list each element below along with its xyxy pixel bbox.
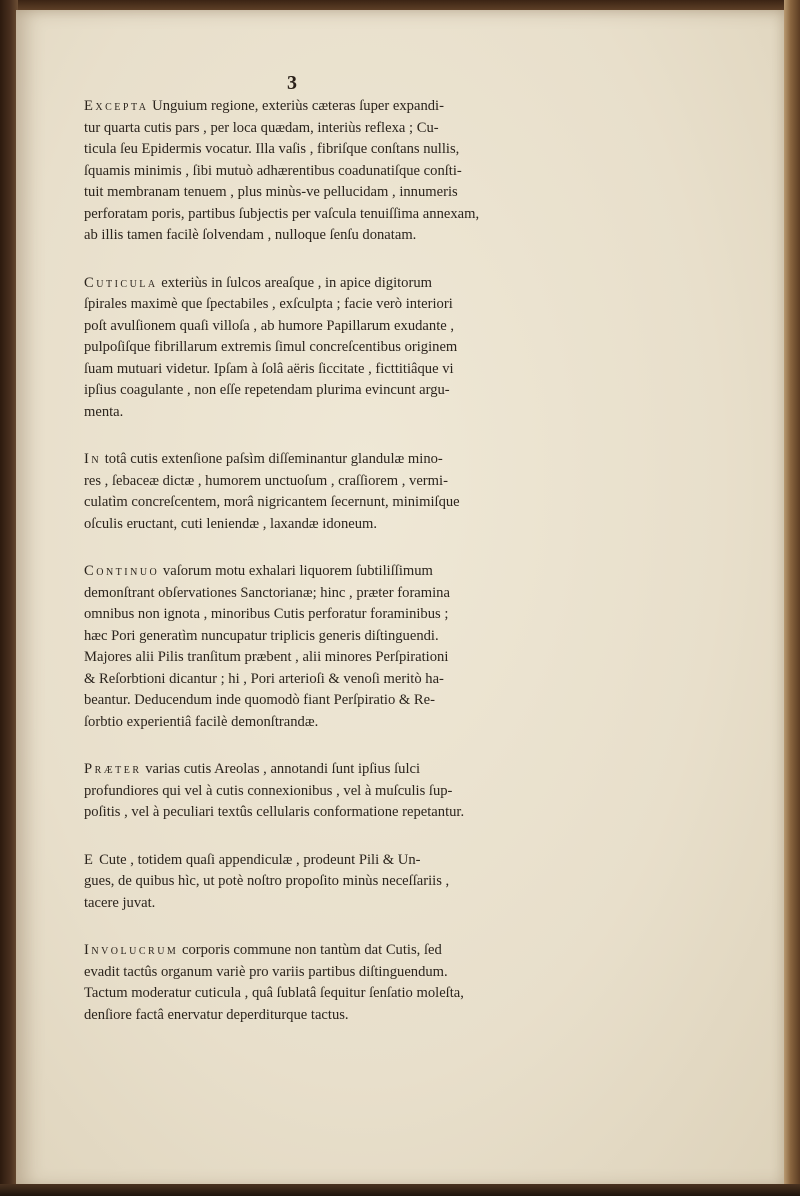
line-text: ſorbtio experientiâ facilè demonſtrandæ. xyxy=(84,713,319,730)
text-line xyxy=(84,712,542,734)
text-line xyxy=(84,492,542,514)
body-text xyxy=(84,96,542,1052)
text-line xyxy=(84,690,542,712)
line-text: corporis commune non tantùm dat Cutis, ſed xyxy=(178,942,442,958)
line-text: evadit tactûs organum variè pro variis partibus diſtinguendum. xyxy=(84,963,448,980)
line-text: denſiore factâ enervatur deperditurque tactus. xyxy=(84,1006,349,1023)
line-text: vaſorum motu exhalari liquorem ſubtiliſſimum xyxy=(159,563,433,579)
text-line xyxy=(84,337,542,359)
line-text: Tactum moderatur cuticula , quâ ſublatâ ſequitur ſenſatio moleſta, xyxy=(84,985,464,1001)
line-text: poſt avulſionem quaſi villoſa , ab humore Papillarum exudante , xyxy=(84,317,455,334)
line-text: poſitis , vel à peculiari textûs cellularis conformatione repetantur. xyxy=(84,804,465,820)
line-text: profundiores qui vel à cutis connexionibus , vel à muſculis ſup- xyxy=(84,782,453,799)
paragraph-lead: Præter xyxy=(84,761,142,777)
line-text: ſpirales maximè que ſpectabiles , exſculpta ; facie verò interiori xyxy=(84,296,453,312)
line-text: hæc Pori generatìm nuncupatur triplicis generis diſtinguendi. xyxy=(84,627,439,644)
text-line xyxy=(84,604,542,626)
line-text: pulpoſiſque fibrillarum extremis ſimul concreſcentibus originem xyxy=(84,339,458,355)
text-line xyxy=(84,273,542,295)
paragraph xyxy=(84,850,542,915)
line-text: ab illis tamen facilè ſolvendam , nulloque ſenſu donatam. xyxy=(84,227,417,243)
paragraph xyxy=(84,561,542,733)
text-line xyxy=(84,1005,542,1027)
text-line xyxy=(84,962,542,984)
text-line xyxy=(84,225,542,247)
paragraph xyxy=(84,96,542,247)
text-line xyxy=(84,893,542,915)
text-line xyxy=(84,802,542,824)
paragraph-lead: Excepta xyxy=(84,98,149,114)
paragraph xyxy=(84,759,542,824)
line-text: menta. xyxy=(84,403,124,420)
bottom-edge xyxy=(0,1184,800,1196)
line-text: res , ſebaceæ dictæ , humorem unctuoſum , craſſiorem , vermi- xyxy=(84,472,448,489)
paragraph xyxy=(84,449,542,535)
text-line xyxy=(84,940,542,962)
text-line xyxy=(84,850,542,872)
line-text: & Reſorbtioni dicantur ; hi , Pori arterioſi & venoſi meritò ha- xyxy=(84,670,444,687)
line-text: ſquamis minimis , ſibi mutuò adhærentibus coadunatiſque conſti- xyxy=(84,162,462,179)
line-text: ticula ſeu Epidermis vocatur. Illa vaſis , fibriſque conſtans nullis, xyxy=(84,141,460,157)
paragraph-lead: In xyxy=(84,451,102,467)
line-text: perforatam poris, partibus ſubjectis per vaſcula tenuiſſima annexam, xyxy=(84,205,480,222)
text-line xyxy=(84,118,542,140)
line-text: omnibus non ignota , minoribus Cutis perforatur foraminibus ; xyxy=(84,606,449,622)
paragraph-lead: Involucrum xyxy=(84,942,179,958)
paragraph xyxy=(84,940,542,1026)
text-line xyxy=(84,781,542,803)
page-number: 3 xyxy=(287,72,297,94)
text-line xyxy=(84,359,542,381)
text-line xyxy=(84,402,542,424)
text-line xyxy=(84,583,542,605)
paragraph-lead: Continuo xyxy=(84,563,160,579)
line-text: varias cutis Areolas , annotandi ſunt ipſius ſulci xyxy=(141,761,421,777)
line-text: exteriùs in ſulcos areaſque , in apice digitorum xyxy=(157,274,432,291)
line-text: tacere juvat. xyxy=(84,894,156,911)
text-line xyxy=(84,182,542,204)
paragraph xyxy=(84,273,542,424)
line-text: Unguium regione, exteriùs cæteras ſuper expandi- xyxy=(148,98,444,114)
page-edge-right xyxy=(784,0,800,1196)
text-line xyxy=(84,647,542,669)
text-line xyxy=(84,759,542,781)
line-text: Majores alii Pilis tranſitum præbent , alii minores Perſpirationi xyxy=(84,649,449,665)
text-line xyxy=(84,669,542,691)
text-line xyxy=(84,471,542,493)
paragraph-lead: E xyxy=(84,851,96,868)
line-text: Cute , totidem quaſi appendiculæ , prodeunt Pili & Un- xyxy=(95,851,421,868)
line-text: ipſius coagulante , non eſſe repetendam plurima evincunt argu- xyxy=(84,382,450,398)
text-line xyxy=(84,316,542,338)
line-text: oſculis eructant, cuti leniendæ , laxandæ idoneum. xyxy=(84,515,378,532)
line-text: beantur. Deducendum inde quomodò fiant Perſpiratio & Re- xyxy=(84,692,435,708)
text-line xyxy=(84,294,542,316)
text-line xyxy=(84,514,542,536)
text-line xyxy=(84,161,542,183)
text-line xyxy=(84,983,542,1005)
text-line xyxy=(84,449,542,471)
text-line xyxy=(84,380,542,402)
line-text: ſuam mutuari videtur. Ipſam à ſolâ aëris ſiccitate , ficttitiâque vi xyxy=(84,360,454,377)
text-line xyxy=(84,96,542,118)
paragraph-lead: Cuticula xyxy=(84,274,158,291)
line-text: demonſtrant obſervationes Sanctorianæ; hinc , præter foramina xyxy=(84,584,450,601)
text-line xyxy=(84,204,542,226)
line-text: gues, de quibus hìc, ut potè noſtro propoſito minùs neceſſariis , xyxy=(84,873,450,889)
line-text: culatìm concreſcentem, morâ nigricantem ſecernunt, minimiſque xyxy=(84,494,460,510)
line-text: tur quarta cutis pars , per loca quædam, interiùs reflexa ; Cu- xyxy=(84,119,439,136)
text-line xyxy=(84,561,542,583)
line-text: tuit membranam tenuem , plus minùs-ve pellucidam , innumeris xyxy=(84,184,458,200)
line-text: totâ cutis extenſione paſsìm diſſeminantur glandulæ mino- xyxy=(101,451,443,467)
text-line xyxy=(84,139,542,161)
text-line xyxy=(84,626,542,648)
text-line xyxy=(84,871,542,893)
